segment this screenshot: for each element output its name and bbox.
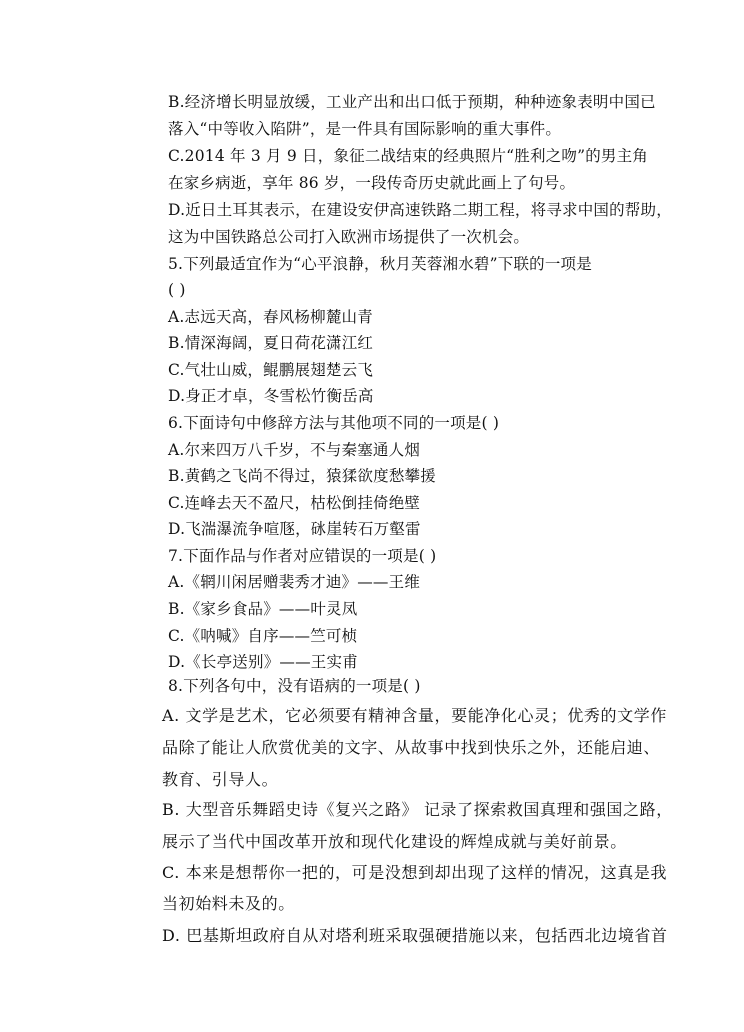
text-line: 教育、引导人。 <box>162 770 279 789</box>
question-7-stem: 7.下面作品与作者对应错误的一项是( ) <box>168 547 437 565</box>
option-c: C. 本来是想帮你一把的，可是没想到却出现了这样的情况，这真是我 <box>162 863 668 882</box>
question-8-stem: 8.下列各句中，没有语病的一项是( ) <box>168 677 421 695</box>
option-b: B.情深海阔，夏日荷花潇江红 <box>168 334 374 352</box>
option-b: B.《家乡食品》——叶灵凤 <box>168 600 358 618</box>
text-line: 落入“中等收入陷阱”，是一件具有国际影响的重大事件。 <box>168 120 562 138</box>
text-line: D.近日土耳其表示，在建设安伊高速铁路二期工程，将寻求中国的帮助， <box>168 201 672 219</box>
text-line: 这为中国铁路总公司打入欧洲市场提供了一次机会。 <box>168 228 530 246</box>
option-c: C.连峰去天不盈尺，枯松倒挂倚绝壁 <box>168 494 421 512</box>
text-line: 当初始料未及的。 <box>162 894 295 913</box>
option-c: C.气壮山威，鲲鹏展翅楚云飞 <box>168 361 374 379</box>
option-d: D. 巴基斯坦政府自从对塔利班采取强硬措施以来，包括西北边境省首 <box>162 926 668 945</box>
question-5-stem: 5.下列最适宜作为“心平浪静，秋月芙蓉湘水碧”下联的一项是 <box>168 255 592 273</box>
text-line: 展示了当代中国改革开放和现代化建设的辉煌成就与美好前景。 <box>162 832 627 851</box>
option-d: D.飞湍瀑流争喧豗，砯崖转石万壑雷 <box>168 520 421 538</box>
text-line: B.经济增长明显放缓，工业产出和出口低于预期，种种迹象表明中国已 <box>168 93 656 111</box>
option-a: A.《辋川闲居赠裴秀才迪》——王维 <box>168 573 421 591</box>
option-a: A. 文学是艺术，它必须要有精神含量，要能净化心灵；优秀的文学作 <box>162 706 667 725</box>
text-line: 在家乡病逝，享年 86 岁，一段传奇历史就此画上了句号。 <box>168 174 576 192</box>
option-d: D.《长亭送别》——王实甫 <box>168 653 358 671</box>
option-b: B.黄鹤之飞尚不得过，猿猱欲度愁攀援 <box>168 467 436 485</box>
option-a: A.尔来四万八千岁，不与秦塞通人烟 <box>168 441 421 459</box>
option-a: A.志远天高，春风杨柳麓山青 <box>168 308 373 326</box>
option-d: D.身正才卓，冬雪松竹衡岳高 <box>168 387 374 405</box>
option-c: C.《呐喊》自序——竺可桢 <box>168 627 358 645</box>
option-b: B. 大型音乐舞蹈史诗《复兴之路》 记录了探索救国真理和强国之路， <box>162 800 673 819</box>
question-6-stem: 6.下面诗句中修辞方法与其他项不同的一项是( ) <box>168 414 500 432</box>
text-line: 品除了能让人欣赏优美的文字、从故事中找到快乐之外，还能启迪、 <box>162 738 661 757</box>
text-line: C.2014 年 3 月 9 日，象征二战结束的经典照片“胜利之吻”的男主角 <box>168 147 648 165</box>
answer-blank: ( ) <box>168 281 186 299</box>
